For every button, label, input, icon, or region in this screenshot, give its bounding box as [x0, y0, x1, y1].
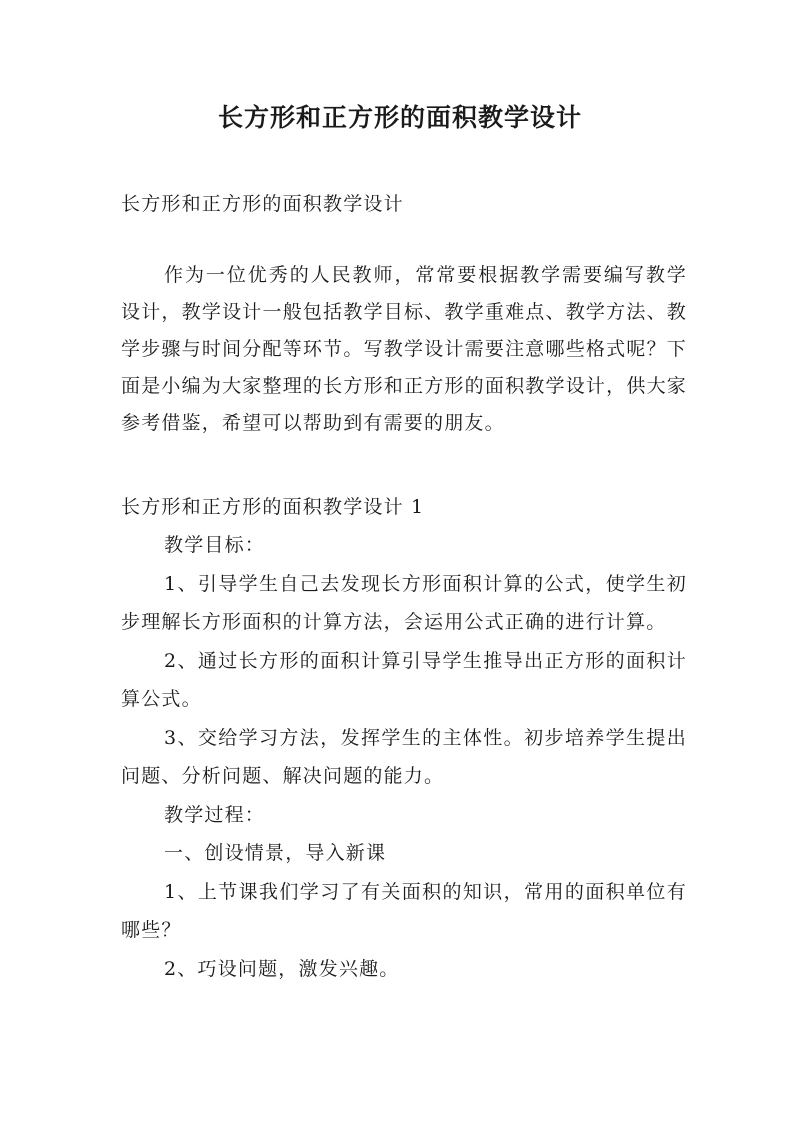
document-content [121, 489, 687, 988]
process-paragraph: 1、上节课我们学习了有关面积的知识，常用的面积单位有哪些？ [121, 880, 687, 941]
intro-paragraph: 作为一位优秀的人民教师，常常要根据教学需要编写教学设计，教学设计一般包括教学目标、教学重难点、教学方法、教学步骤与时间分配等环节。写教学设计需要注意哪些格式呢？下面是小编为大家整理的长方形和正方形的面积教学设计，供大家参考借鉴，希望可以帮助到有需要的朋友。 [121, 264, 687, 434]
document-title: 长方形和正方形的面积教学设计 [217, 103, 582, 132]
section-heading: 长方形和正方形的面积教学设计 1 [121, 496, 425, 518]
teaching-process-label: 教学过程： [164, 803, 266, 826]
goal-paragraph: 3、交给学习方法，发挥学生的主体性。初步培养学生提出问题、分析问题、解决问题的能力。 [121, 726, 687, 787]
teaching-goals-label: 教学目标： [164, 534, 266, 556]
goal-paragraph: 1、引导学生自己去发现长方形面积计算的公式，使学生初步理解长方形面积的计算方法，会运用公式正确的进行计算。 [121, 572, 687, 633]
document-subtitle: 长方形和正方形的面积教学设计 [121, 193, 404, 215]
goal-paragraph: 2、通过长方形的面积计算引导学生推导出正方形的面积计算公式。 [121, 649, 687, 710]
process-paragraph: 2、巧设问题，激发兴趣。 [164, 957, 400, 980]
process-step-heading: 一、创设情景，导入新课 [164, 842, 387, 864]
